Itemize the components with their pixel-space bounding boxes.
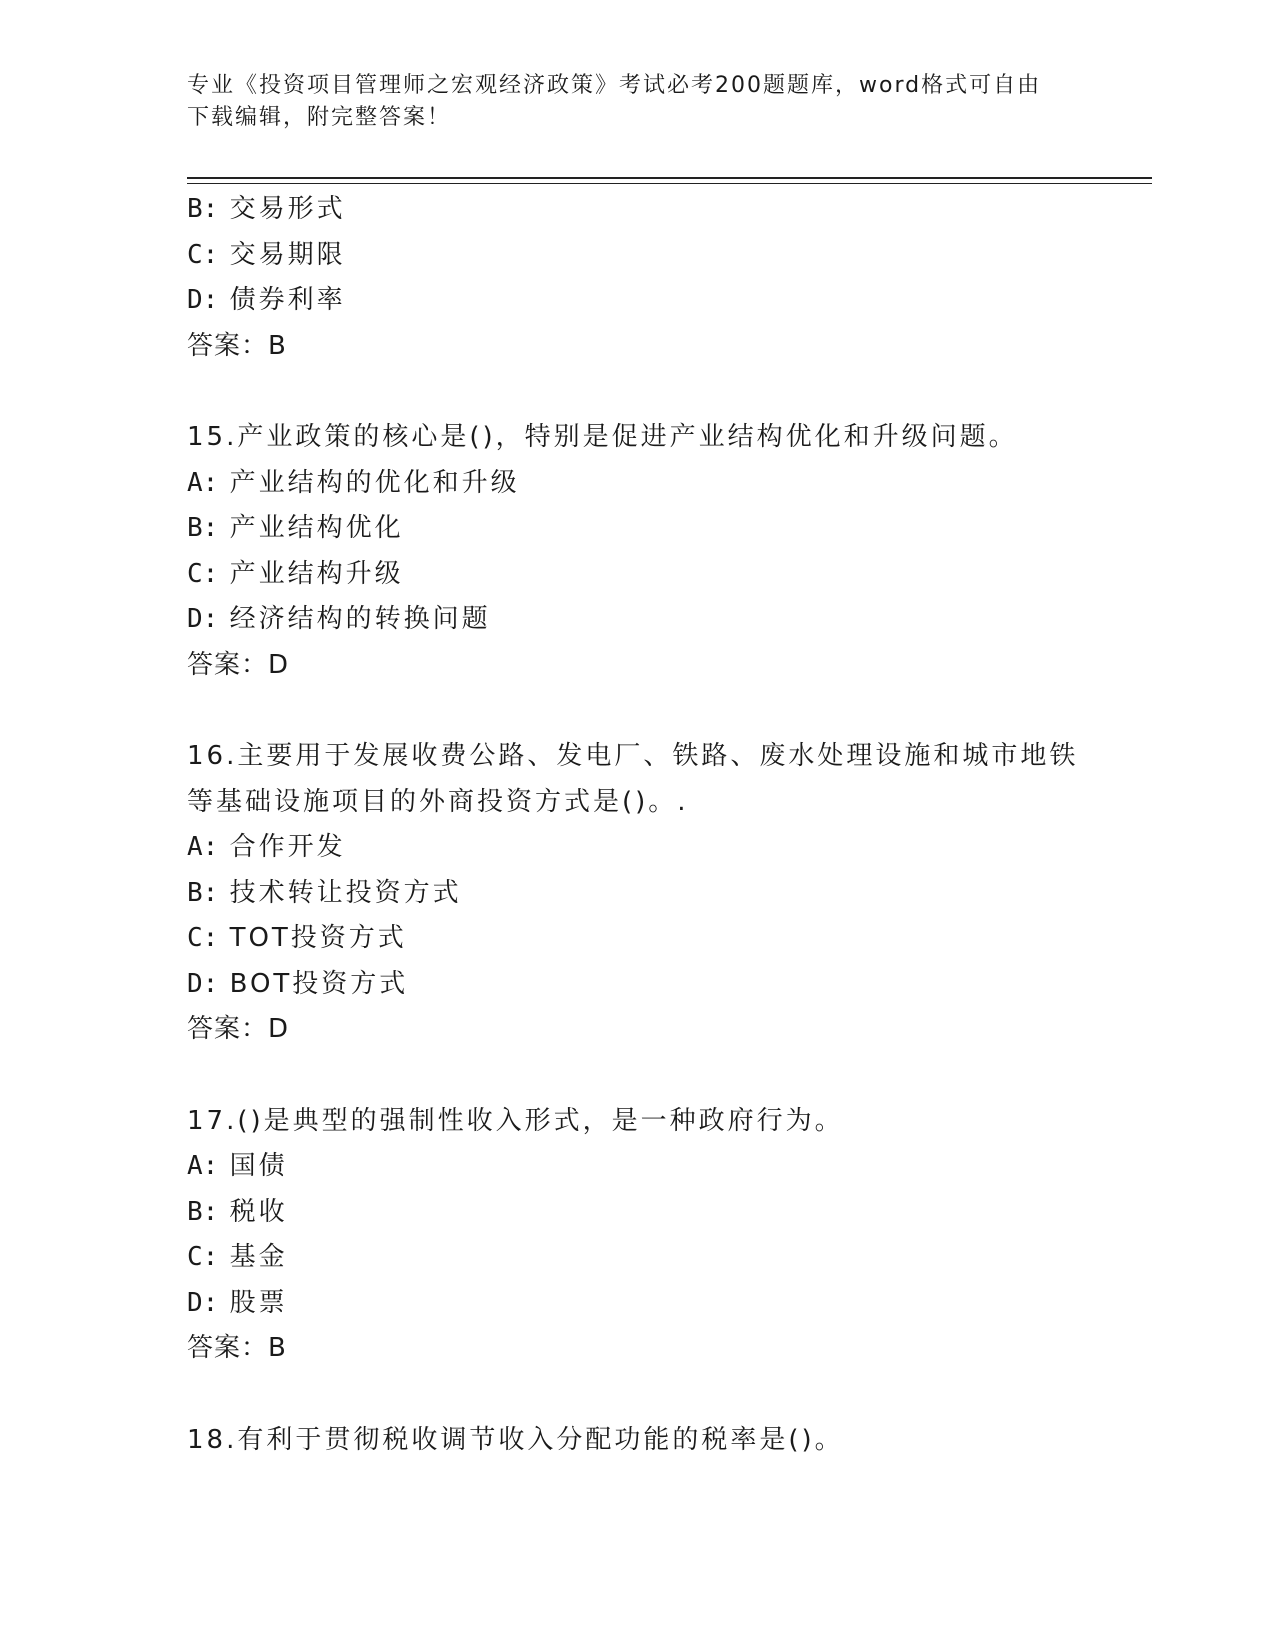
option-key: C: (187, 1242, 219, 1272)
option-line (187, 916, 1117, 962)
option-text: 国债 (229, 1151, 288, 1181)
question-15 (187, 415, 1117, 688)
question-stem: 等基础设施项目的外商投资方式是()。. (187, 786, 689, 817)
question-17 (187, 1099, 1117, 1372)
option-text: 技术转让投资方式 (229, 877, 462, 908)
header-line-2: 下载编辑，附完整答案！ (187, 105, 452, 130)
option-key: A: (187, 467, 219, 498)
option-line (187, 461, 1117, 507)
spacer (187, 369, 1117, 415)
question-stem: 16.主要用于发展收费公路、发电厂、铁路、废水处理设施和城市地铁 (187, 741, 1079, 771)
option-line (187, 597, 1117, 643)
option-line (187, 187, 1117, 233)
option-text: 债券利率 (229, 285, 346, 315)
option-key: B: (187, 194, 219, 224)
header-line-1: 专业《投资项目管理师之宏观经济政策》考试必考200题题库，word格式可自由 (187, 73, 1042, 98)
question-list (187, 187, 1117, 1463)
option-line (187, 552, 1117, 598)
option-key: D: (187, 285, 219, 315)
option-text: 交易期限 (229, 239, 346, 270)
option-key: C: (187, 923, 219, 953)
question-stem: 18.有利于贯彻税收调节收入分配功能的税率是()。 (187, 1424, 844, 1455)
option-line (187, 825, 1117, 871)
option-text: 交易形式 (229, 194, 346, 224)
question-stem: 17.()是典型的强制性收入形式，是一种政府行为。 (187, 1105, 844, 1136)
option-text: 产业结构的优化和升级 (229, 467, 520, 498)
answer-line: 答案：D (187, 1014, 290, 1044)
option-key: D: (187, 604, 219, 634)
option-key: D: (187, 968, 219, 999)
option-line (187, 278, 1117, 324)
option-line (187, 871, 1117, 917)
option-text: 基金 (229, 1242, 288, 1272)
answer-line: 答案：D (187, 649, 290, 680)
carryover-block (187, 187, 1117, 369)
option-text: 股票 (229, 1287, 288, 1318)
option-key: A: (187, 1151, 219, 1181)
option-key: C: (187, 558, 219, 589)
question-stem: 15.产业政策的核心是()，特别是促进产业结构优化和升级问题。 (187, 422, 1018, 452)
spacer (187, 1053, 1117, 1099)
option-text: 产业结构优化 (229, 513, 404, 543)
option-key: B: (187, 877, 219, 908)
option-line (187, 1281, 1117, 1327)
option-key: B: (187, 1196, 219, 1227)
option-text: TOT投资方式 (229, 923, 407, 953)
option-line (187, 233, 1117, 279)
option-key: D: (187, 1287, 219, 1318)
header-rule-thick (187, 177, 1152, 179)
option-line (187, 962, 1117, 1008)
option-line (187, 1190, 1117, 1236)
answer-line: 答案：B (187, 1333, 287, 1363)
option-key: C: (187, 239, 219, 270)
option-text: 税收 (229, 1196, 288, 1227)
option-text: 经济结构的转换问题 (229, 604, 491, 634)
option-text: BOT投资方式 (229, 968, 409, 999)
header-rule-thin (187, 183, 1152, 184)
option-line (187, 1144, 1117, 1190)
answer-line: 答案：B (187, 330, 287, 361)
document-header (187, 70, 1087, 134)
option-text: 产业结构升级 (229, 558, 404, 589)
question-16 (187, 734, 1117, 1053)
spacer (187, 1372, 1117, 1418)
option-key: A: (187, 832, 219, 862)
question-18 (187, 1418, 1117, 1464)
option-text: 合作开发 (229, 832, 346, 862)
spacer (187, 688, 1117, 734)
option-line (187, 1235, 1117, 1281)
option-line (187, 506, 1117, 552)
option-key: B: (187, 513, 219, 543)
